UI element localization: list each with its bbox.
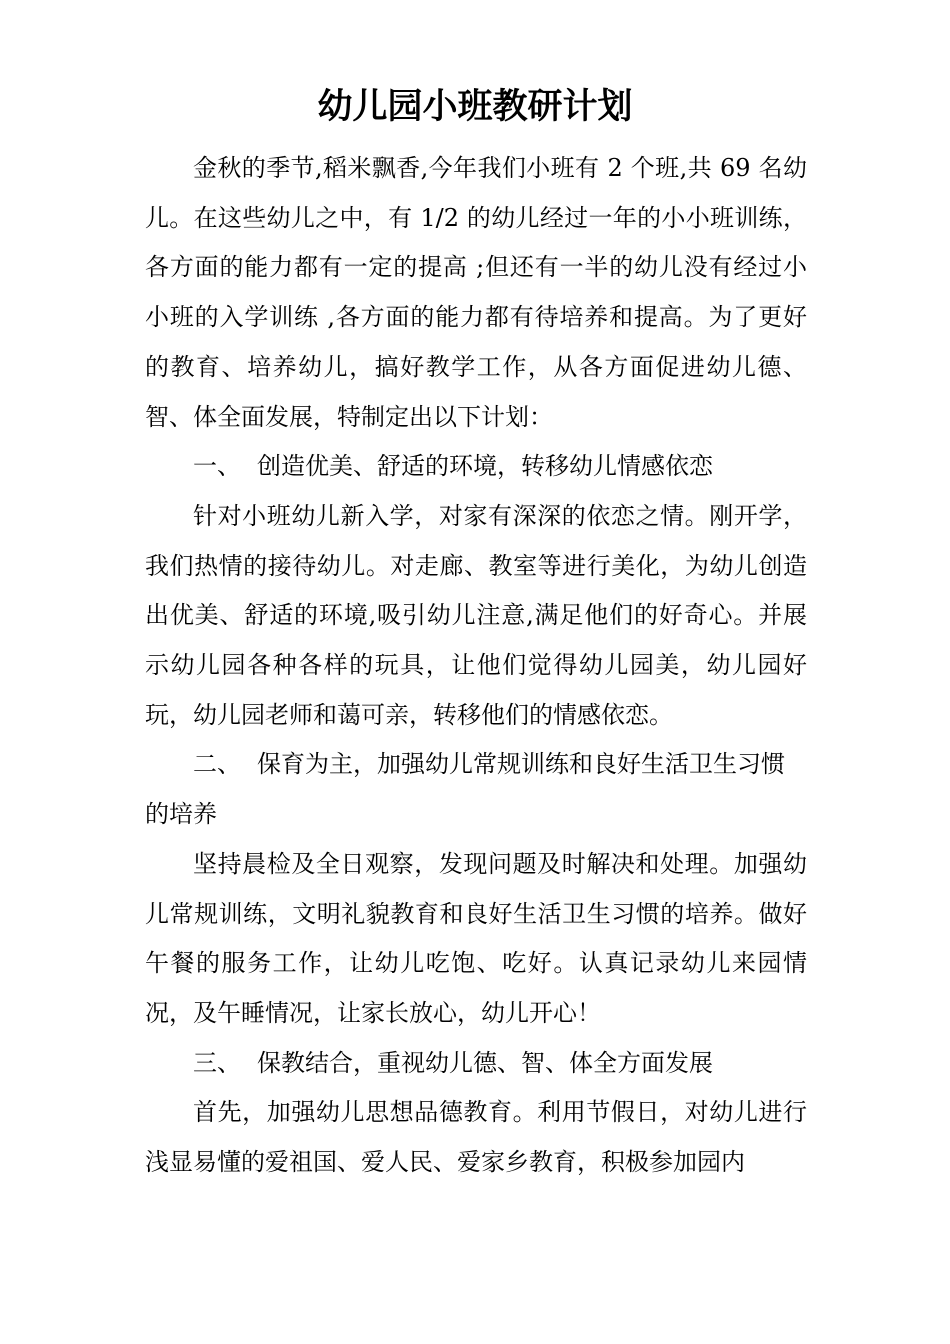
document-body [145,144,807,1188]
section-2-body: 坚持晨检及全日观察，发现问题及时解决和处理。加强幼儿常规训练，文明礼貌教育和良好生活卫生习惯的培养。做好午餐的服务工作，让幼儿吃饱、吃好。认真记录幼儿来园情况，及午睡情况，让家长放心，幼儿开心！ [145,849,807,1027]
document-title: 幼儿园小班教研计划 [317,87,633,127]
section-1-body: 针对小班幼儿新入学，对家有深深的依恋之情。刚开学，我们热情的接待幼儿。对走廊、教室等进行美化，为幼儿创造出优美、舒适的环境,吸引幼儿注意,满足他们的好奇心。并展示幼儿园各种各样的玩具，让他们觉得幼儿园美，幼儿园好玩，幼儿园老师和蔼可亲，转移他们的情感依恋。 [145,501,807,729]
section-2-number: 二、 [193,750,241,779]
intro-paragraph: 金秋的季节,稻米飘香,今年我们小班有 2 个班,共 69 名幼儿。在这些幼儿之中，有 1/2 的幼儿经过一年的小小班训练，各方面的能力都有一定的提高 ;但还有一半的幼儿没有经过小小班的入学训练 ,各方面的能力都有待培养和提高。为了更好的教育、培养幼儿，搞好教学工作，从各方面促进幼儿德、智、体全面发展，特制定出以下计划： [145,154,807,431]
section-3-heading [145,1039,807,1089]
section-1-heading [145,442,807,492]
section-2-heading [145,740,807,839]
section-1-number: 一、 [193,452,241,481]
section-3-title: 保教结合，重视幼儿德、智、体全方面发展 [257,1048,713,1077]
section-3-number: 三、 [193,1048,241,1077]
section-1-title: 创造优美、舒适的环境，转移幼儿情感依恋 [257,452,713,481]
section-3-body: 首先，加强幼儿思想品德教育。利用节假日，对幼儿进行浅显易懂的爱祖国、爱人民、爱家乡教育，积极参加园内 [145,1098,807,1177]
section-2-title: 保育为主，加强幼儿常规训练和良好生活卫生习惯的培养 [145,750,785,829]
